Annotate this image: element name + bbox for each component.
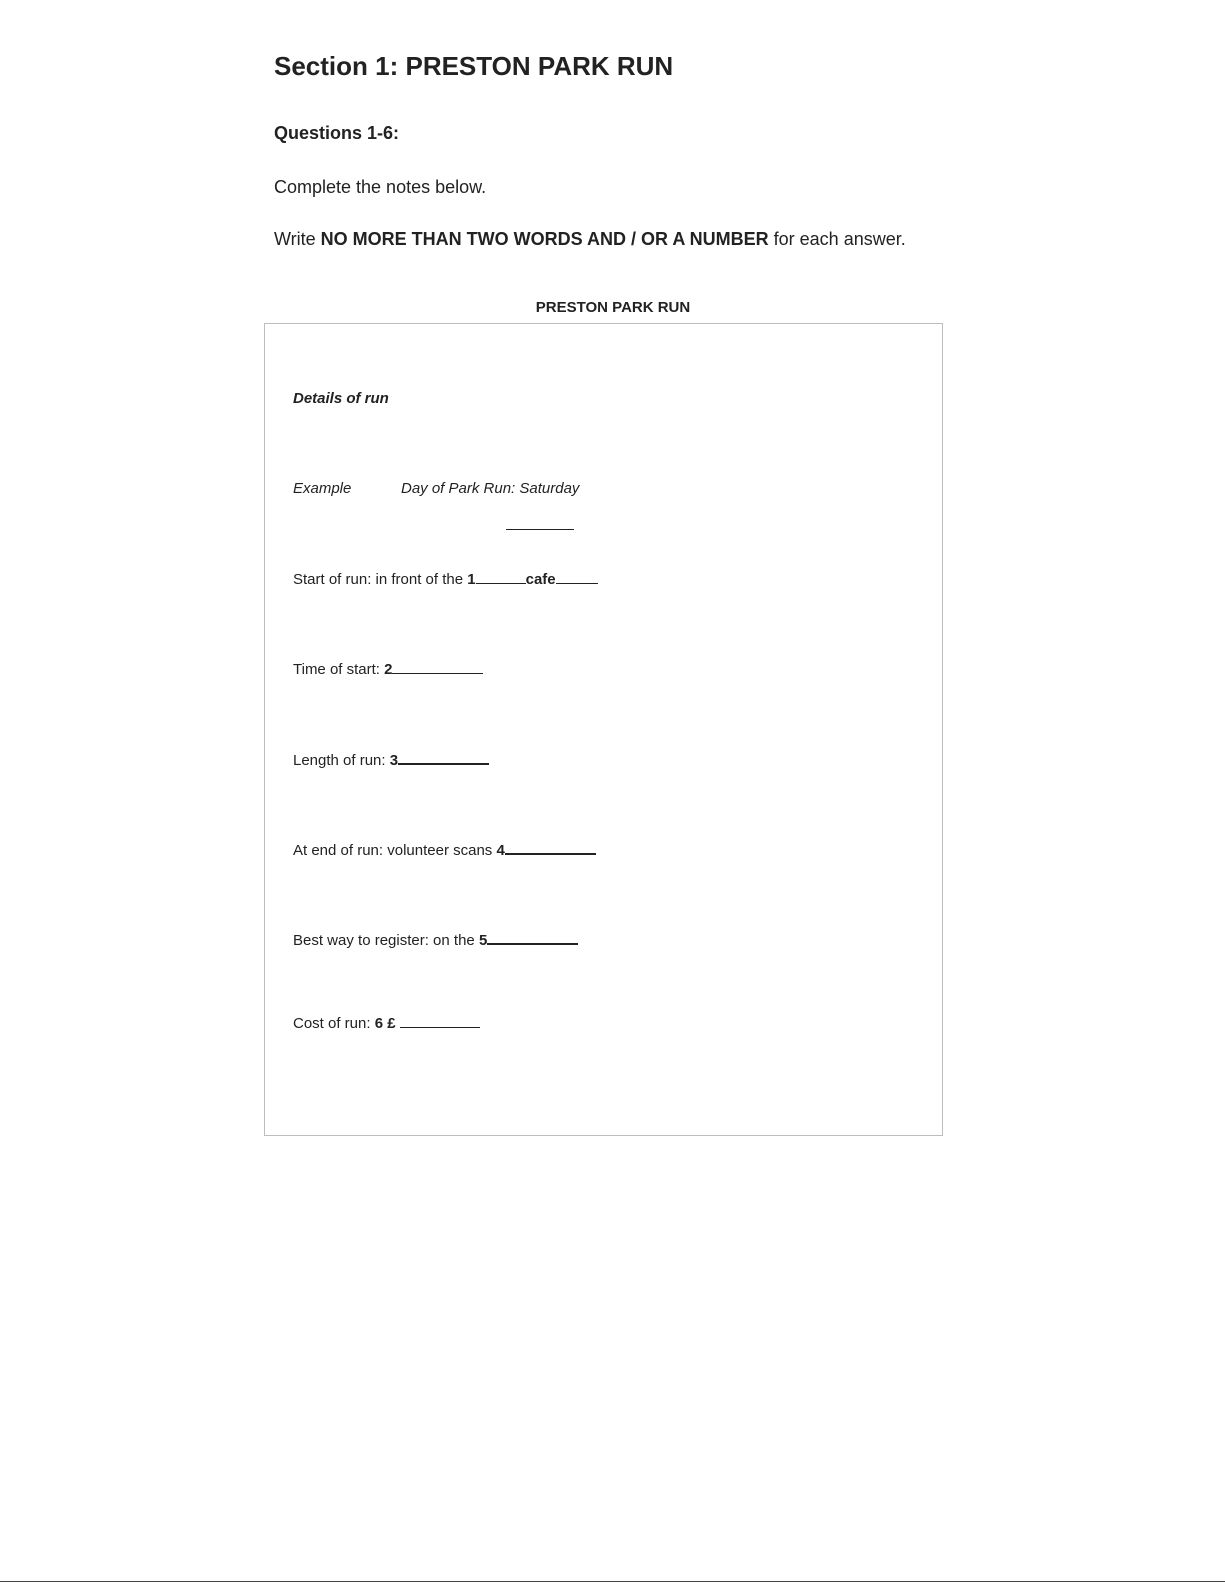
question-6-number: 6 £	[374, 1015, 396, 1032]
notes-box	[264, 323, 943, 1136]
section-title: Section 1: PRESTON PARK RUN	[274, 51, 674, 81]
example-text: Day of Park Run: Saturday	[401, 480, 580, 497]
question-2-number: 2	[384, 661, 393, 678]
question-5-label: Best way to register: on the	[293, 932, 479, 949]
example-row	[293, 479, 579, 499]
question-3-blank[interactable]	[398, 748, 489, 765]
question-6-blank[interactable]	[400, 1012, 480, 1028]
question-6-row	[293, 1012, 480, 1034]
question-1-label: Start of run: in front of the	[293, 571, 468, 588]
question-2-row	[293, 658, 483, 680]
instruction-prefix: Write	[274, 229, 321, 249]
question-4-label: At end of run: volunteer scans	[293, 842, 497, 859]
question-3-number: 3	[389, 752, 399, 769]
example-underline	[506, 529, 574, 530]
details-heading: Details of run	[293, 390, 389, 407]
page-bottom-rule	[0, 1581, 1225, 1582]
question-1-number: 1	[467, 571, 476, 588]
question-5-blank[interactable]	[487, 928, 578, 945]
instruction-word-limit	[274, 227, 906, 251]
question-5-number: 5	[478, 932, 488, 949]
instruction-suffix: for each answer.	[768, 229, 906, 249]
table-caption: PRESTON PARK RUN	[535, 299, 691, 316]
question-2-blank[interactable]	[392, 658, 483, 674]
question-3-label: Length of run:	[293, 752, 390, 769]
question-1-answer: cafe	[525, 571, 556, 588]
question-5-row	[293, 928, 578, 951]
question-4-blank[interactable]	[505, 838, 596, 855]
question-1-blank[interactable]	[476, 568, 526, 584]
example-label: Example	[293, 480, 352, 497]
question-3-row	[293, 748, 489, 771]
question-4-row	[293, 838, 596, 861]
instruction-complete: Complete the notes below.	[274, 177, 487, 197]
question-1-blank-trailing[interactable]	[556, 568, 598, 584]
instruction-emphasis: NO MORE THAN TWO WORDS AND / OR A NUMBER	[320, 229, 769, 249]
question-4-number: 4	[496, 842, 505, 859]
question-6-label: Cost of run:	[293, 1015, 375, 1032]
question-1-row	[293, 568, 598, 590]
question-2-label: Time of start:	[293, 661, 385, 678]
questions-heading: Questions 1-6:	[274, 123, 400, 143]
